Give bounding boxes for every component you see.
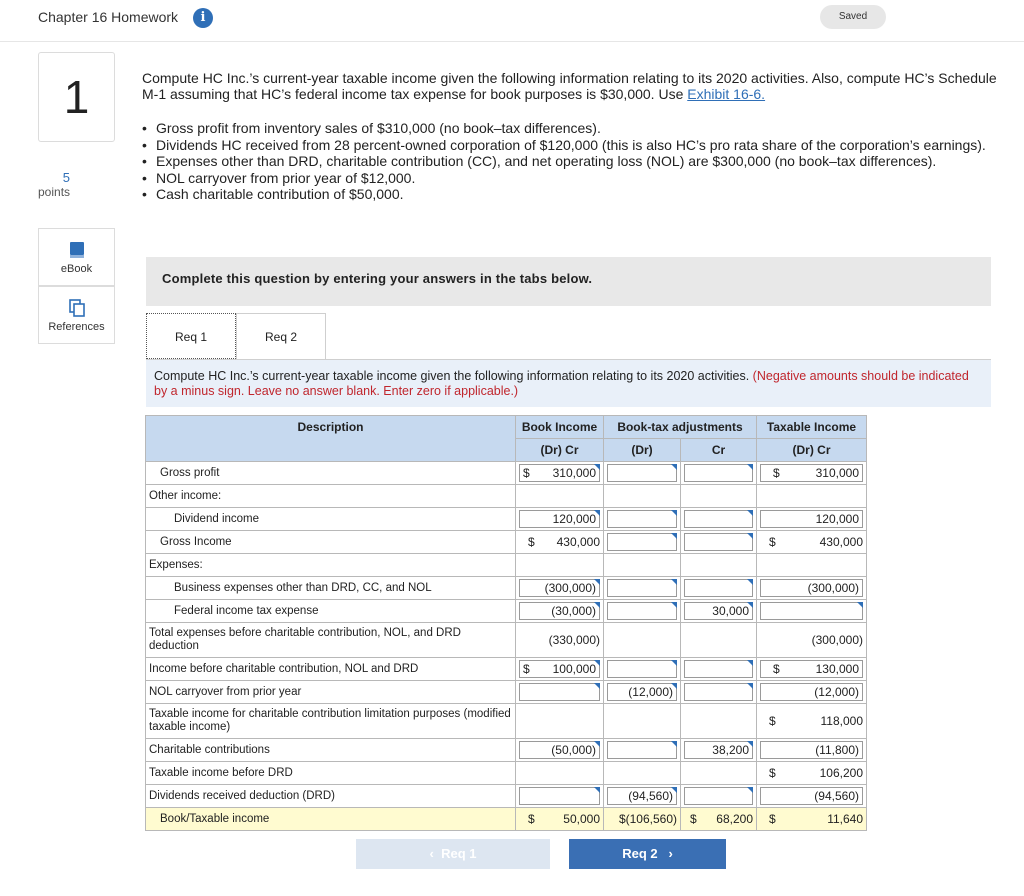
book-value: (300,000) <box>544 581 596 595</box>
chevron-left-icon: ‹ <box>429 846 434 861</box>
dr-input[interactable] <box>607 533 677 551</box>
next-label: Req 2 <box>622 846 658 861</box>
empty-cell <box>604 554 681 577</box>
row-label: Business expenses other than DRD, CC, and NOL <box>146 577 516 600</box>
cr-value: 30,000 <box>712 604 749 618</box>
tab-req-2[interactable]: Req 2 <box>236 313 326 359</box>
tab-prompt-note: (Negative amounts should be indicated by a minus sign. Leave no answer blank. Enter zero if applicable.) <box>154 369 969 398</box>
header-book-income: Book Income <box>516 416 604 439</box>
tax-value-box <box>760 464 863 482</box>
table-row <box>146 600 867 623</box>
row-label: Taxable income before DRD <box>146 762 516 785</box>
empty-cell <box>516 554 604 577</box>
cr-input[interactable] <box>684 464 753 482</box>
prev-req-button[interactable] <box>356 839 550 869</box>
row-label: Dividends received deduction (DRD) <box>146 785 516 808</box>
empty-cell <box>681 704 757 739</box>
table-row <box>146 462 867 485</box>
table-row <box>146 739 867 762</box>
empty-cell <box>757 485 867 508</box>
table-row <box>146 531 867 554</box>
references-label: References <box>48 321 105 333</box>
dr-cell <box>604 531 681 554</box>
empty-cell <box>757 554 867 577</box>
book-cell <box>516 531 604 554</box>
book-value: 50,000 <box>563 812 600 826</box>
instructions-bar <box>146 257 991 306</box>
question-text <box>142 70 1002 102</box>
tax-value: 130,000 <box>815 662 859 676</box>
dollar-sign: $ <box>773 466 780 480</box>
tax-cell <box>757 658 867 681</box>
empty-cell <box>681 762 757 785</box>
cr-cell <box>681 808 757 831</box>
table-row <box>146 623 867 658</box>
fact-list <box>142 120 1002 203</box>
book-cell <box>516 462 604 485</box>
dr-cell <box>604 508 681 531</box>
instructions-text: Complete this question by entering your answers in the tabs below. <box>162 271 593 286</box>
book-value: 310,000 <box>552 466 596 480</box>
row-label: Charitable contributions <box>146 739 516 762</box>
dr-input[interactable] <box>607 660 677 678</box>
tax-value: 106,200 <box>819 766 863 780</box>
book-value: (50,000) <box>551 743 596 757</box>
table-row <box>146 577 867 600</box>
cr-input[interactable] <box>684 683 753 701</box>
subheader-taxable: (Dr) Cr <box>757 439 867 462</box>
book-value: 100,000 <box>552 662 596 676</box>
tax-value: (94,560) <box>814 789 859 803</box>
book-value: 120,000 <box>552 512 596 526</box>
tax-value: (12,000) <box>814 685 859 699</box>
dollar-sign: $ <box>769 535 776 549</box>
dollar-sign: $ <box>528 812 535 826</box>
dr-value: (12,000) <box>628 685 673 699</box>
dr-input[interactable] <box>607 787 677 805</box>
prev-label: Req 1 <box>441 846 477 861</box>
dollar-sign: $ <box>690 812 697 826</box>
subheader-dr: (Dr) <box>604 439 681 462</box>
empty-cell <box>516 762 604 785</box>
dr-cell <box>604 681 681 704</box>
cr-value: 68,200 <box>716 812 753 826</box>
dollar-sign: $ <box>769 714 776 728</box>
info-icon[interactable]: i <box>193 8 213 28</box>
dr-input[interactable] <box>607 683 677 701</box>
empty-cell <box>681 554 757 577</box>
cr-input[interactable] <box>684 602 753 620</box>
dr-value: (94,560) <box>628 789 673 803</box>
tax-cell <box>757 577 867 600</box>
tax-value-box <box>760 741 863 759</box>
book-input[interactable] <box>519 510 600 528</box>
row-label: Other income: <box>146 485 516 508</box>
saved-status: Saved <box>820 5 886 29</box>
tab-prompt <box>146 360 991 407</box>
tab-req-1[interactable]: Req 1 <box>146 313 236 359</box>
book-icon <box>69 241 85 259</box>
tax-cell <box>757 681 867 704</box>
subheader-cr: Cr <box>681 439 757 462</box>
list-item: • Gross profit from inventory sales of $310,000 (no book–tax differences). <box>142 120 1002 137</box>
book-value: 430,000 <box>556 535 600 549</box>
list-item: • Cash charitable contribution of $50,000. <box>142 186 1002 203</box>
cr-value: 38,200 <box>712 743 749 757</box>
book-input[interactable] <box>519 741 600 759</box>
ebook-button[interactable] <box>38 228 115 286</box>
tax-value: (300,000) <box>807 581 859 595</box>
cr-input[interactable] <box>684 787 753 805</box>
question-number: 1 <box>38 52 115 142</box>
tax-cell <box>757 508 867 531</box>
empty-cell <box>604 623 681 658</box>
empty-cell <box>516 704 604 739</box>
row-label: Dividend income <box>146 508 516 531</box>
book-cell <box>516 623 604 658</box>
question-prompt: Compute HC Inc.’s current-year taxable income given the following information relating to its 2020 activities. Also, compute HC’s Schedule M-1 assuming that HC’s federal income tax expense for book purposes is $30,000. Use <box>142 70 997 102</box>
tax-cell <box>757 739 867 762</box>
list-item: • Expenses other than DRD, charitable contribution (CC), and net operating loss (NOL) are $300,000 (no book–tax differences). <box>142 153 1002 170</box>
book-input[interactable] <box>519 579 600 597</box>
book-value: (30,000) <box>551 604 596 618</box>
dollar-sign: $ <box>523 466 530 480</box>
book-cell <box>516 785 604 808</box>
empty-cell <box>681 485 757 508</box>
tax-value-box <box>760 579 863 597</box>
table-row <box>146 785 867 808</box>
dr-input[interactable] <box>607 510 677 528</box>
empty-cell <box>516 485 604 508</box>
empty-cell <box>604 485 681 508</box>
cr-input[interactable] <box>684 579 753 597</box>
table-row-total <box>146 808 867 831</box>
dr-cell <box>604 785 681 808</box>
row-label: Taxable income for charitable contribution limitation purposes (modified taxable income) <box>146 704 516 739</box>
row-label: Total expenses before charitable contribution, NOL, and DRD deduction <box>146 623 516 658</box>
tax-value: 11,640 <box>827 812 863 826</box>
tax-value-box <box>760 510 863 528</box>
dollar-sign: $ <box>773 662 780 676</box>
cr-cell <box>681 531 757 554</box>
dr-cell <box>604 600 681 623</box>
cr-input[interactable] <box>684 510 753 528</box>
header-description: Description <box>146 416 516 462</box>
header-taxable-income: Taxable Income <box>757 416 867 439</box>
cr-cell <box>681 658 757 681</box>
list-item: • Dividends HC received from 28 percent-owned corporation of $120,000 (this is also HC’s pro rata share of the corporation’s earnings). <box>142 137 1002 154</box>
row-label: Gross profit <box>146 462 516 485</box>
dr-input[interactable] <box>607 464 677 482</box>
dr-input[interactable] <box>607 741 677 759</box>
cr-input[interactable] <box>684 741 753 759</box>
tax-value: 118,000 <box>820 714 863 728</box>
dr-input[interactable] <box>607 579 677 597</box>
table-row <box>146 658 867 681</box>
book-value: (330,000) <box>548 633 600 647</box>
assignment-title: Chapter 16 Homework <box>38 9 179 25</box>
empty-cell <box>681 623 757 658</box>
dr-value: $(106,560) <box>618 812 677 826</box>
tab-prompt-text: Compute HC Inc.’s current-year taxable income given the following information relating to its 2020 activities. <box>154 369 753 383</box>
dr-cell <box>604 577 681 600</box>
tax-cell <box>757 785 867 808</box>
tax-cell <box>757 462 867 485</box>
exhibit-link[interactable]: Exhibit 16-6. <box>687 86 766 102</box>
dollar-sign: $ <box>528 535 535 549</box>
row-label: Income before charitable contribution, NOL and DRD <box>146 658 516 681</box>
cr-input[interactable] <box>684 533 753 551</box>
tax-value: 430,000 <box>819 535 863 549</box>
book-cell <box>516 808 604 831</box>
dr-cell <box>604 462 681 485</box>
tax-cell <box>757 600 867 623</box>
ebook-label: eBook <box>60 263 93 275</box>
tax-cell <box>757 531 867 554</box>
dollar-sign: $ <box>769 766 776 780</box>
row-label: Federal income tax expense <box>146 600 516 623</box>
cr-cell <box>681 785 757 808</box>
row-label: Gross Income <box>146 531 516 554</box>
references-button[interactable] <box>38 286 115 344</box>
book-cell <box>516 600 604 623</box>
book-input[interactable] <box>519 464 600 482</box>
book-cell <box>516 658 604 681</box>
book-input[interactable] <box>519 660 600 678</box>
book-cell <box>516 681 604 704</box>
book-input[interactable] <box>519 683 600 701</box>
chevron-right-icon: › <box>668 846 673 861</box>
top-bar <box>0 0 1024 42</box>
points-value: 5 <box>62 170 71 185</box>
dr-input[interactable] <box>607 602 677 620</box>
book-cell <box>516 739 604 762</box>
table-row <box>146 485 867 508</box>
cr-cell <box>681 739 757 762</box>
tax-value: 120,000 <box>815 512 859 526</box>
tax-value-box <box>760 683 863 701</box>
book-cell <box>516 508 604 531</box>
list-item: • NOL carryover from prior year of $12,000. <box>142 170 1002 187</box>
empty-cell <box>604 704 681 739</box>
dr-cell <box>604 808 681 831</box>
empty-cell <box>604 762 681 785</box>
cr-input[interactable] <box>684 660 753 678</box>
tax-value: (300,000) <box>811 633 863 647</box>
row-label: Expenses: <box>146 554 516 577</box>
tax-cell <box>757 704 867 739</box>
tax-value-box <box>760 660 863 678</box>
table-row <box>146 681 867 704</box>
taxable-income-table <box>145 415 867 831</box>
tax-value-box <box>760 787 863 805</box>
cr-cell <box>681 508 757 531</box>
cr-cell <box>681 462 757 485</box>
tax-cell <box>757 808 867 831</box>
points <box>38 170 70 199</box>
dr-cell <box>604 658 681 681</box>
header-book-tax-adjustments: Book-tax adjustments <box>604 416 757 439</box>
row-label: Book/Taxable income <box>146 808 516 831</box>
points-label: points <box>38 185 71 199</box>
table-row <box>146 762 867 785</box>
tax-input[interactable] <box>760 602 863 620</box>
row-label: NOL carryover from prior year <box>146 681 516 704</box>
next-req-button[interactable] <box>569 839 726 869</box>
cr-cell <box>681 681 757 704</box>
tax-value: (11,800) <box>815 743 859 757</box>
table-row <box>146 508 867 531</box>
subheader-book: (Dr) Cr <box>516 439 604 462</box>
book-cell <box>516 577 604 600</box>
table-row <box>146 704 867 739</box>
dollar-sign: $ <box>769 812 776 826</box>
tax-cell <box>757 623 867 658</box>
cr-cell <box>681 577 757 600</box>
table-row <box>146 554 867 577</box>
book-input[interactable] <box>519 787 600 805</box>
dollar-sign: $ <box>523 662 530 676</box>
dr-cell <box>604 739 681 762</box>
tax-value: 310,000 <box>815 466 859 480</box>
book-input[interactable] <box>519 602 600 620</box>
references-icon <box>69 299 85 317</box>
tax-cell <box>757 762 867 785</box>
cr-cell <box>681 600 757 623</box>
